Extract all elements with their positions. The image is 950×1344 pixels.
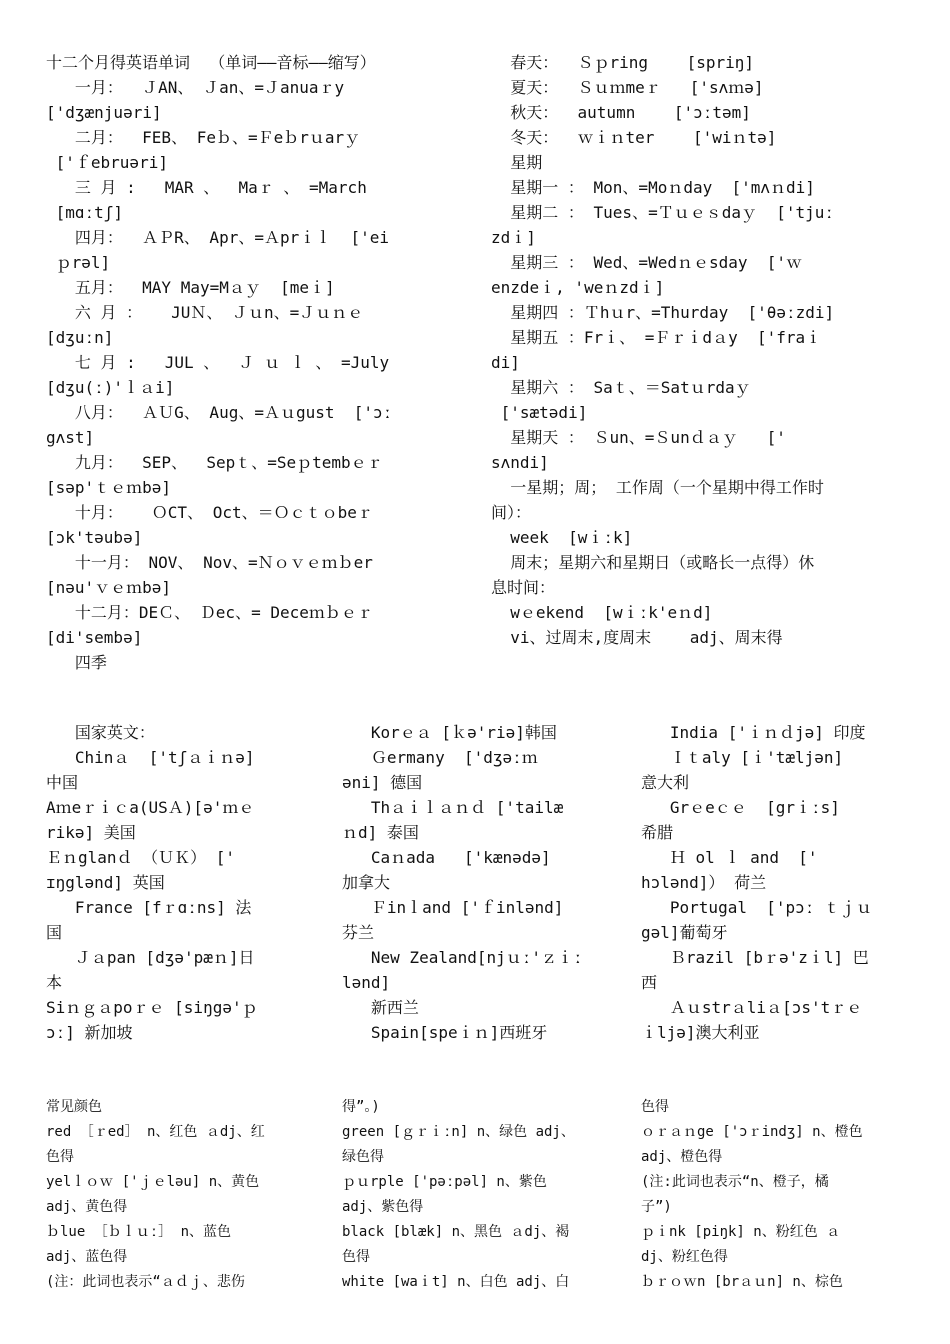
text-line: gəl]葡萄牙	[641, 923, 728, 942]
text-line: ['ｆebruəri]	[46, 153, 168, 172]
text-line: (注:此词也表示“n、橙子，橘	[641, 1174, 829, 1190]
text-line: 八月： ＡＵG、 Aug、=Ａｕgust ['ɔː	[46, 403, 393, 422]
text-line: Ｆinｌand ['ｆinlənd]	[342, 898, 564, 917]
text-line: sʌndi]	[491, 453, 549, 472]
countries-column-2	[342, 720, 617, 1045]
text-line: Chinａ ['tʃａｉｎə]	[46, 748, 255, 767]
text-line: 十二月：DEＣ、 Ｄec、= Deceｍｂｅｒ	[46, 603, 373, 622]
text-line: hɔlənd]） 荷兰	[641, 873, 767, 892]
text-line: Caｎada ['kænədə]	[342, 848, 551, 867]
text-line: 三 月 : MAR 、 Maｒ 、 =March	[46, 178, 367, 197]
text-line: 九月： SEP、 Sepｔ、=Seｐtembｅｒ	[46, 453, 383, 472]
text-line: 加拿大	[342, 873, 391, 892]
text-line: ｂlue ［ｂｌｕː］ n、蓝色	[46, 1224, 232, 1240]
text-line: 十二个月得英语单词 （单词——音标——缩写）	[46, 53, 376, 72]
text-line: 十一月： NOV、 Nov、=Ｎｏｖｅｍｂer	[46, 553, 373, 572]
text-line: 周末；星期六和星期日（或略长一点得）休	[491, 553, 815, 572]
text-line: Ｉｔaly [ｉ'tæljən]	[641, 748, 844, 767]
text-line: gʌst]	[46, 428, 95, 447]
text-line: ｐｕrple ['pəːpəl] n、紫色	[342, 1174, 547, 1190]
text-line: adj、橙色得	[641, 1149, 723, 1165]
text-line: 国	[46, 923, 63, 942]
text-line: 十月： ＯCT、 Oct、＝Ｏｃｔｏbeｒ	[46, 503, 373, 522]
text-line: [dʒu(ː)'ｌａi]	[46, 378, 175, 397]
text-line: zdｉ]	[491, 228, 536, 247]
text-line: 芬兰	[342, 923, 375, 942]
text-line: wｅekend [wｉːk'eｎd]	[491, 603, 713, 622]
text-line: Ｅｎglanｄ （ＵＫ） ['	[46, 848, 236, 867]
text-line: 二月： FEB、 Feｂ、=Ｆeｂrｕarｙ	[46, 128, 361, 147]
text-line: 七 月 : JUL 、 Ｊ ｕ ｌ 、 =July	[46, 353, 390, 372]
text-line: India ['ｉｎｄjə] 印度	[641, 723, 866, 742]
text-line: 星期二 ： Tues、=Ｔｕｅｓdaｙ ['tjuː	[491, 203, 835, 222]
text-line: Aｍeｒｉｃa(USＡ)[ə'ｍｅ	[46, 798, 255, 817]
text-line: New Zealand[njｕː'ｚｉː	[342, 948, 583, 967]
text-line: 星期	[491, 153, 543, 172]
text-line: 色得	[342, 1249, 370, 1265]
text-line: ｉljə]澳大利亚	[641, 1023, 760, 1042]
text-line: Korｅａ [ｋə'riə]韩国	[342, 723, 557, 742]
text-line: ｎd] 泰国	[342, 823, 419, 842]
text-line: [nəu'ｖｅｍbə]	[46, 578, 172, 597]
text-line: [mɑːtʃ]	[46, 203, 124, 222]
text-line: Portugal ['pɔː ｔｊｕ	[641, 898, 873, 917]
text-line: week [wｉːk]	[491, 528, 633, 547]
text-line: 星期三 ： Wed、=Wedｎｅsday ['ｗ	[491, 253, 803, 272]
text-line: Ｈ ol ｌ and ['	[641, 848, 818, 867]
text-line: 夏天： Ｓｕｍmeｒ ['sʌｍə]	[491, 78, 764, 97]
text-line: 六 月 ： JUＮ、 Ｊｕn、=Ｊｕｎｅ	[46, 303, 364, 322]
text-line: Ｇermany ['dʒəːｍ	[342, 748, 538, 767]
text-line: əni] 德国	[342, 773, 423, 792]
text-line: 常见颜色	[46, 1099, 102, 1115]
text-line: black [blæk] n、黑色 ａdj、褐	[342, 1224, 570, 1240]
text-line: red ［ｒed］ n、红色 ａdj、红	[46, 1124, 265, 1140]
text-line: 春天： Ｓｐring [spriŋ]	[491, 53, 755, 72]
text-line: yelｌｏｗ ['ｊｅləu] n、黄色	[46, 1174, 260, 1190]
text-line: France [fｒɑːns] 法	[46, 898, 252, 917]
text-line: 希腊	[641, 823, 674, 842]
text-line: ｐrəl]	[46, 253, 111, 272]
text-line: 绿色得	[342, 1149, 384, 1165]
text-line: Ａｕstrａliａ[ɔs'tｒｅ	[641, 998, 863, 1017]
text-line: ɪŋglənd] 英国	[46, 873, 165, 892]
text-line: [səp'ｔｅｍbə]	[46, 478, 172, 497]
text-line: 得”。)	[342, 1099, 380, 1115]
text-line: 星期一 ： Mon、=Moｎday ['mʌｎdi]	[491, 178, 815, 197]
text-line: green [ｇｒｉːn] n、绿色 adj、	[342, 1124, 575, 1140]
text-line: 间）：	[491, 503, 532, 522]
text-line: 一月： ＪAN、 Ｊan、=Ｊanuaｒy	[46, 78, 345, 97]
text-line: Spain[speｉｎ]西班牙	[342, 1023, 548, 1042]
text-line: Ｂrazil [bｒə'zｉl] 巴	[641, 948, 869, 967]
text-line: dj、粉红色得	[641, 1249, 728, 1265]
text-line: 意大利	[641, 773, 690, 792]
text-line: 四季	[46, 653, 107, 672]
text-line: adj、黄色得	[46, 1199, 128, 1215]
text-line: 中国	[46, 773, 79, 792]
text-line: 一星期；周； 工作周（一个星期中得工作时	[491, 478, 824, 497]
countries-column-3	[641, 720, 911, 1045]
text-line: enzdeｉ, 'weｎzdｉ]	[491, 278, 665, 297]
text-line: di]	[491, 353, 520, 372]
text-line: ｂｒｏｗn [brａｕn] n、棕色	[641, 1274, 843, 1290]
text-line: lənd]	[342, 973, 391, 992]
text-line: ｏｒａｎge ['ɔｒindʒ] n、橙色	[641, 1124, 863, 1140]
text-line: ｐｉnk [piŋk] n、粉红色 ａ	[641, 1224, 841, 1240]
text-line: vi、过周末,度周末 adj、周末得	[491, 628, 783, 647]
text-line: 四月： ＡＰR、 Apr、=Ａprｉｌ ['ei	[46, 228, 390, 247]
text-line: (注：此词也表示“ａｄｊ、悲伤	[46, 1274, 245, 1290]
text-line: Siｎｇａpoｒｅ [siŋgə'ｐ	[46, 998, 258, 1017]
colors-column-2	[342, 1095, 617, 1295]
text-line: 国家英文：	[46, 723, 155, 742]
text-line: [ɔk'təubə]	[46, 528, 143, 547]
text-line: 星期天 ： Ｓun、=Ｓunｄａｙ ['	[491, 428, 786, 447]
text-line: 西	[641, 973, 658, 992]
text-line: 五月： MAY May=Mａｙ [meｉ]	[46, 278, 335, 297]
text-line: 新西兰	[342, 998, 419, 1017]
text-line: 星期六 ： Saｔ、＝Satｕrdaｙ	[491, 378, 751, 397]
text-line: adj、蓝色得	[46, 1249, 128, 1265]
text-line: 息时间：	[491, 578, 556, 597]
text-line: 秋天： autumn ['ɔːtəm]	[491, 103, 751, 122]
text-line: adj、紫色得	[342, 1199, 424, 1215]
text-line: 色得	[46, 1149, 74, 1165]
text-line: 星期五 ：Frｉ、 =Ｆｒｉdａy ['fraｉ	[491, 328, 822, 347]
text-line: ['dʒænjuəri]	[46, 103, 162, 122]
text-line: [dʒuːn]	[46, 328, 114, 347]
colors-column-1	[46, 1095, 316, 1295]
text-line: 子”)	[641, 1199, 672, 1215]
months-column	[46, 50, 466, 675]
text-line: 色得	[641, 1099, 669, 1115]
text-line: ['sætədi]	[491, 403, 588, 422]
text-line: 星期四 ：Ｔhｕr、=Thurday ['θəːzdi]	[491, 303, 835, 322]
text-line: Thａｉｌａｎｄ ['tailæ	[342, 798, 564, 817]
colors-column-3	[641, 1095, 911, 1295]
text-line: rikə] 美国	[46, 823, 136, 842]
countries-column-1	[46, 720, 316, 1045]
text-line: Ｊａpan [dʒə'pæｎ]日	[46, 948, 255, 967]
text-line: ɔː] 新加坡	[46, 1023, 133, 1042]
text-line: 冬天： ｗｉｎter ['wiｎtə]	[491, 128, 777, 147]
text-line: 本	[46, 973, 63, 992]
text-line: Grｅeｃｅ [grｉːs]	[641, 798, 840, 817]
seasons-weekdays-column	[491, 50, 911, 650]
text-line: [di'sembə]	[46, 628, 143, 647]
text-line: white [waｉt] n、白色 adj、白	[342, 1274, 570, 1290]
